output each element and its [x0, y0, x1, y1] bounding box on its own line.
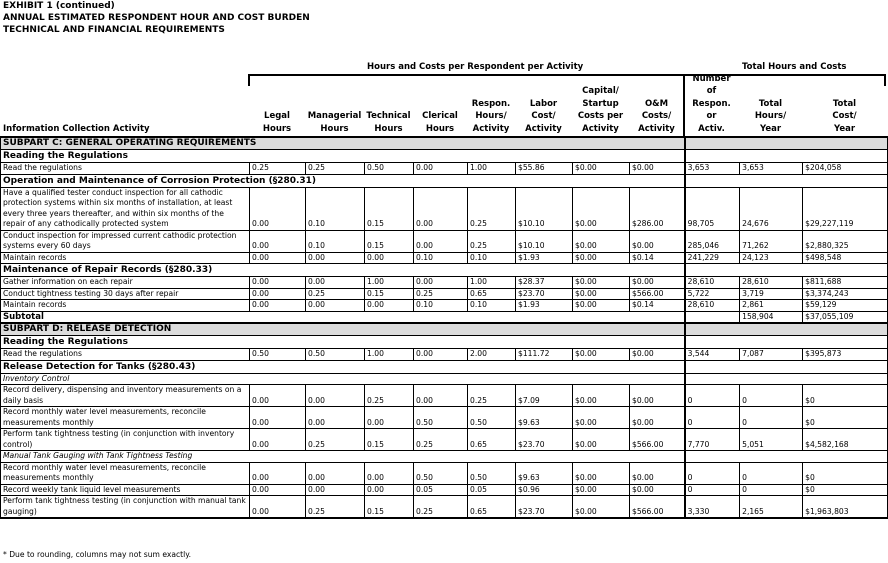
value-cell: 0.00 — [306, 484, 365, 496]
value-cell: 0.00 — [414, 349, 468, 361]
table-row — [1, 349, 888, 361]
value-cell: $0.96 — [516, 484, 573, 496]
column-header — [3, 123, 252, 136]
value-cell: 0.10 — [468, 300, 516, 312]
value-cell: $1.93 — [516, 252, 573, 264]
value-cell: 0.00 — [414, 230, 468, 252]
value-cell: 1.00 — [365, 277, 414, 289]
value-cell: $0.00 — [573, 277, 630, 289]
value-cell: $0.00 — [573, 496, 630, 519]
column-header-line: Activ. — [698, 123, 725, 134]
value-cell: 0 — [685, 385, 740, 407]
subpart-label: SUBPART C: GENERAL OPERATING REQUIREMENTS — [1, 137, 685, 150]
value-cell: $1,963,803 — [803, 496, 888, 519]
value-cell: $566.00 — [630, 288, 685, 300]
value-cell: 0.65 — [468, 288, 516, 300]
value-cell: $0 — [803, 385, 888, 407]
activity-cell: Record weekly tank liquid level measurements — [1, 484, 250, 496]
value-cell: $0.00 — [630, 462, 685, 484]
column-header-line: Cost/ — [531, 111, 556, 121]
value-cell: 0.65 — [468, 429, 516, 451]
value-cell: 0.50 — [468, 407, 516, 429]
value-cell: $10.10 — [516, 230, 573, 252]
value-cell: 0.10 — [414, 300, 468, 312]
value-cell: 1.00 — [468, 277, 516, 289]
value-cell: 0.00 — [306, 277, 365, 289]
value-cell: 0.25 — [468, 385, 516, 407]
table-row — [1, 407, 888, 429]
value-cell: 0.25 — [306, 163, 365, 175]
value-cell: 0 — [685, 407, 740, 429]
value-cell: 0.00 — [414, 277, 468, 289]
value-cell: 5,722 — [685, 288, 740, 300]
value-cell: $23.70 — [516, 496, 573, 519]
footnote: * Due to rounding, columns may not sum exactly. — [3, 550, 192, 559]
value-cell: 0 — [740, 484, 803, 496]
value-cell: 0.00 — [250, 496, 306, 519]
value-cell: 0.50 — [365, 163, 414, 175]
table-row — [1, 496, 888, 519]
value-cell: 0.15 — [365, 187, 414, 230]
value-cell: 0.00 — [250, 230, 306, 252]
value-cell: 0.00 — [250, 187, 306, 230]
value-cell: 3,653 — [740, 163, 803, 175]
column-header — [802, 98, 887, 136]
value-cell: 3,330 — [685, 496, 740, 519]
empty-cell — [685, 360, 888, 373]
value-cell: 98,705 — [685, 187, 740, 230]
value-cell: $0 — [803, 462, 888, 484]
value-cell: 0.25 — [414, 429, 468, 451]
value-cell: $2,880,325 — [803, 230, 888, 252]
value-cell: 1.00 — [468, 163, 516, 175]
value-cell: 0.00 — [250, 462, 306, 484]
value-cell: 0.25 — [468, 187, 516, 230]
value-cell: $0 — [803, 407, 888, 429]
column-header-line: Hours — [374, 123, 403, 134]
value-cell: $55.86 — [516, 163, 573, 175]
column-header-line: Activity — [525, 123, 562, 134]
burden-table — [0, 136, 888, 519]
table-row — [1, 429, 888, 451]
value-cell: 3,544 — [685, 349, 740, 361]
exhibit-subtitle: TECHNICAL AND FINANCIAL REQUIREMENTS — [3, 25, 225, 35]
column-header-line: Year — [833, 123, 856, 134]
value-cell: 0.50 — [468, 462, 516, 484]
activity-cell: Perform tank tightness testing (in conjunction with inventory control) — [1, 429, 250, 451]
section-header-row — [1, 174, 888, 187]
column-header-line: Hours/ — [475, 111, 507, 121]
value-cell: $0.00 — [630, 277, 685, 289]
value-cell: 3,653 — [685, 163, 740, 175]
activity-cell: Maintain records — [1, 300, 250, 312]
value-cell: 0.00 — [250, 288, 306, 300]
value-cell: 0.50 — [306, 349, 365, 361]
column-header-line: Managerial — [307, 111, 362, 121]
activity-cell: Record monthly water level measurements, reconcile measurements monthly — [1, 462, 250, 484]
subtotal-label: Subtotal — [1, 311, 685, 323]
activity-cell: Record delivery, dispensing and inventory measurements on a daily basis — [1, 385, 250, 407]
group-header-per-activity: Hours and Costs per Respondent per Activity — [367, 62, 584, 72]
italic-label: Inventory Control — [1, 373, 685, 385]
column-header — [515, 98, 572, 136]
activity-cell: Conduct tightness testing 30 days after repair — [1, 288, 250, 300]
value-cell: $0.00 — [573, 252, 630, 264]
value-cell: $0.00 — [573, 230, 630, 252]
value-cell: 0.10 — [414, 252, 468, 264]
value-cell: 3,719 — [740, 288, 803, 300]
value-cell: 0.50 — [414, 462, 468, 484]
table-row — [1, 288, 888, 300]
value-cell: 0.25 — [414, 288, 468, 300]
value-cell: 28,610 — [685, 300, 740, 312]
column-header — [364, 110, 413, 135]
value-cell: 0.15 — [365, 288, 414, 300]
value-cell: $0.00 — [630, 230, 685, 252]
value-cell: $0.00 — [630, 385, 685, 407]
value-cell: $0.00 — [573, 407, 630, 429]
italic-label: Manual Tank Gauging with Tank Tightness Testing — [1, 451, 685, 463]
table-row — [1, 230, 888, 252]
value-cell: 0.00 — [250, 429, 306, 451]
value-cell: 0.00 — [365, 462, 414, 484]
section-label: Maintenance of Repair Records (§280.33) — [1, 264, 685, 277]
value-cell: 0.50 — [414, 407, 468, 429]
column-header-line: Labor — [529, 98, 558, 109]
header-bracket — [248, 74, 886, 86]
value-cell: $566.00 — [630, 429, 685, 451]
column-header-line: Costs/ — [641, 111, 672, 121]
value-cell: 0.25 — [414, 496, 468, 519]
column-header-line: Hours — [425, 123, 455, 134]
section-header-row — [1, 336, 888, 349]
subpart-header-row — [1, 323, 888, 336]
value-cell: $498,548 — [803, 252, 888, 264]
activity-cell: Conduct inspection for impressed current cathodic protection systems every 60 days — [1, 230, 250, 252]
table-row — [1, 277, 888, 289]
subsection-header-row — [1, 451, 888, 463]
column-header-line: Year — [759, 123, 782, 134]
value-cell: $23.70 — [516, 429, 573, 451]
section-label: Reading the Regulations — [1, 150, 685, 163]
column-header — [249, 110, 305, 135]
section-label: Operation and Maintenance of Corrosion Protection (§280.31) — [1, 174, 685, 187]
section-label: Reading the Regulations — [1, 336, 685, 349]
value-cell: 0 — [740, 407, 803, 429]
value-cell: 0.10 — [306, 187, 365, 230]
table-row — [1, 484, 888, 496]
value-cell: $7.09 — [516, 385, 573, 407]
value-cell: 0.00 — [414, 187, 468, 230]
column-header — [413, 110, 467, 135]
section-header-row — [1, 360, 888, 373]
column-header — [629, 98, 684, 136]
column-header-line: Activity — [472, 123, 510, 134]
value-cell: $0.00 — [573, 462, 630, 484]
subsection-header-row — [1, 373, 888, 385]
value-cell: 0.00 — [250, 407, 306, 429]
column-header-line: Total — [758, 98, 783, 109]
column-header-line: of — [706, 86, 717, 96]
value-cell: $0.00 — [573, 163, 630, 175]
subtotal-row — [1, 311, 888, 323]
value-cell: $1.93 — [516, 300, 573, 312]
value-cell: $28.37 — [516, 277, 573, 289]
empty-cell — [685, 264, 888, 277]
column-header-line: Number — [692, 73, 731, 84]
value-cell: 285,046 — [685, 230, 740, 252]
value-cell: $566.00 — [630, 496, 685, 519]
column-header — [739, 98, 802, 136]
value-cell: $0.00 — [573, 385, 630, 407]
value-cell: $9.63 — [516, 407, 573, 429]
value-cell: 0.00 — [414, 385, 468, 407]
value-cell: 2,165 — [740, 496, 803, 519]
value-cell: $111.72 — [516, 349, 573, 361]
value-cell: $0.00 — [573, 300, 630, 312]
value-cell: 7,770 — [685, 429, 740, 451]
value-cell: 0 — [685, 484, 740, 496]
value-cell: 0.25 — [468, 230, 516, 252]
value-cell: 28,610 — [740, 277, 803, 289]
value-cell: 0.00 — [306, 462, 365, 484]
value-cell: $0.00 — [573, 429, 630, 451]
value-cell: $0.00 — [630, 484, 685, 496]
value-cell: $204,058 — [803, 163, 888, 175]
exhibit-title: ANNUAL ESTIMATED RESPONDENT HOUR AND COST BURDEN — [3, 13, 310, 23]
activity-cell: Maintain records — [1, 252, 250, 264]
subtotal-cost: $37,055,109 — [803, 311, 888, 323]
column-header-line: Activity — [582, 123, 619, 134]
value-cell: $0 — [803, 484, 888, 496]
value-cell: $0.00 — [573, 484, 630, 496]
value-cell: $0.14 — [630, 300, 685, 312]
value-cell: 0 — [740, 462, 803, 484]
activity-cell: Record monthly water level measurements, reconcile measurements monthly — [1, 407, 250, 429]
value-cell: 0 — [685, 462, 740, 484]
value-cell: 0.25 — [306, 429, 365, 451]
value-cell: 241,229 — [685, 252, 740, 264]
table-row — [1, 462, 888, 484]
value-cell: 0.00 — [306, 407, 365, 429]
column-header — [572, 85, 629, 135]
column-header-line: Hours — [320, 123, 349, 134]
value-cell: 0.00 — [414, 163, 468, 175]
value-cell: $23.70 — [516, 288, 573, 300]
empty-cell — [685, 174, 888, 187]
column-header-line: Respon. — [692, 98, 731, 109]
value-cell: 0.05 — [468, 484, 516, 496]
value-cell: $3,374,243 — [803, 288, 888, 300]
value-cell: 0.00 — [365, 252, 414, 264]
table-row — [1, 163, 888, 175]
value-cell: 0.65 — [468, 496, 516, 519]
value-cell: 0.25 — [306, 496, 365, 519]
value-cell: 0.00 — [250, 277, 306, 289]
value-cell: 24,676 — [740, 187, 803, 230]
table-row — [1, 300, 888, 312]
value-cell: $4,582,168 — [803, 429, 888, 451]
activity-cell: Have a qualified tester conduct inspection for all cathodic protection systems within six months of installation, at least every three years thereafter, and within six months of the repair of any cathodically protected system — [1, 187, 250, 230]
column-header-line: Legal — [264, 111, 290, 121]
empty-cell — [685, 311, 740, 323]
column-header-line: O&M — [644, 98, 669, 109]
value-cell: 0.50 — [250, 349, 306, 361]
column-header-line: Technical — [366, 111, 411, 121]
value-cell: 0.15 — [365, 230, 414, 252]
value-cell: $9.63 — [516, 462, 573, 484]
column-header-line: Capital/ — [582, 86, 619, 96]
value-cell: $0.00 — [573, 288, 630, 300]
activity-cell: Perform tank tightness testing (in conjunction with manual tank gauging) — [1, 496, 250, 519]
empty-cell — [685, 137, 888, 150]
empty-cell — [685, 451, 888, 463]
value-cell: 0.05 — [414, 484, 468, 496]
column-header-line: Activity — [638, 123, 675, 134]
value-cell: 0.10 — [306, 230, 365, 252]
column-header-line: or — [706, 111, 717, 121]
subpart-header-row — [1, 137, 888, 150]
section-header-row — [1, 150, 888, 163]
value-cell: $811,688 — [803, 277, 888, 289]
value-cell: $29,227,119 — [803, 187, 888, 230]
value-cell: $286.00 — [630, 187, 685, 230]
column-header — [684, 73, 739, 136]
value-cell: $10.10 — [516, 187, 573, 230]
value-cell: 71,262 — [740, 230, 803, 252]
value-cell: 0.25 — [365, 385, 414, 407]
empty-cell — [685, 336, 888, 349]
value-cell: $0.00 — [630, 349, 685, 361]
empty-cell — [685, 150, 888, 163]
value-cell: 0.00 — [365, 300, 414, 312]
value-cell: 0.25 — [306, 288, 365, 300]
value-cell: $395,873 — [803, 349, 888, 361]
column-header-line: Total — [832, 98, 857, 109]
empty-cell — [685, 373, 888, 385]
value-cell: 24,123 — [740, 252, 803, 264]
column-header-line: Costs per — [577, 111, 624, 121]
value-cell: 0.10 — [468, 252, 516, 264]
value-cell: 0.00 — [250, 300, 306, 312]
column-header-line: Information Collection Activity — [3, 123, 150, 134]
value-cell: 0.00 — [306, 300, 365, 312]
column-header — [305, 110, 364, 135]
empty-cell — [685, 323, 888, 336]
value-cell: 0.00 — [250, 385, 306, 407]
value-cell: $0.00 — [630, 163, 685, 175]
table-row — [1, 187, 888, 230]
value-cell: 7,087 — [740, 349, 803, 361]
value-cell: $0.00 — [630, 407, 685, 429]
activity-cell: Read the regulations — [1, 349, 250, 361]
column-header-line: Hours/ — [754, 111, 787, 121]
value-cell: 0.00 — [250, 484, 306, 496]
subtotal-hours: 158,904 — [740, 311, 803, 323]
column-header-line: Respon. — [471, 98, 511, 109]
column-header-line: Clerical — [422, 111, 458, 121]
value-cell: 0.00 — [365, 407, 414, 429]
activity-cell: Gather information on each repair — [1, 277, 250, 289]
exhibit-label: EXHIBIT 1 (continued) — [3, 1, 115, 11]
value-cell: 1.00 — [365, 349, 414, 361]
activity-cell: Read the regulations — [1, 163, 250, 175]
value-cell: $59,129 — [803, 300, 888, 312]
value-cell: $0.14 — [630, 252, 685, 264]
value-cell: 0.25 — [250, 163, 306, 175]
section-label: Release Detection for Tanks (§280.43) — [1, 360, 685, 373]
value-cell: $0.00 — [573, 187, 630, 230]
value-cell: 0.00 — [306, 385, 365, 407]
value-cell: 0.00 — [365, 484, 414, 496]
section-header-row — [1, 264, 888, 277]
value-cell: $0.00 — [573, 349, 630, 361]
column-header-line: Cost/ — [832, 111, 857, 121]
value-cell: 5,051 — [740, 429, 803, 451]
value-cell: 0.15 — [365, 496, 414, 519]
column-header-line: Hours — [262, 123, 292, 134]
value-cell: 2,861 — [740, 300, 803, 312]
value-cell: 0.00 — [250, 252, 306, 264]
column-header — [467, 98, 515, 136]
value-cell: 0.00 — [306, 252, 365, 264]
subpart-label: SUBPART D: RELEASE DETECTION — [1, 323, 685, 336]
value-cell: 28,610 — [685, 277, 740, 289]
value-cell: 0 — [740, 385, 803, 407]
column-header-line: Startup — [582, 98, 619, 109]
table-row — [1, 385, 888, 407]
value-cell: 0.15 — [365, 429, 414, 451]
table-row — [1, 252, 888, 264]
group-header-totals: Total Hours and Costs — [742, 62, 847, 72]
value-cell: 2.00 — [468, 349, 516, 361]
